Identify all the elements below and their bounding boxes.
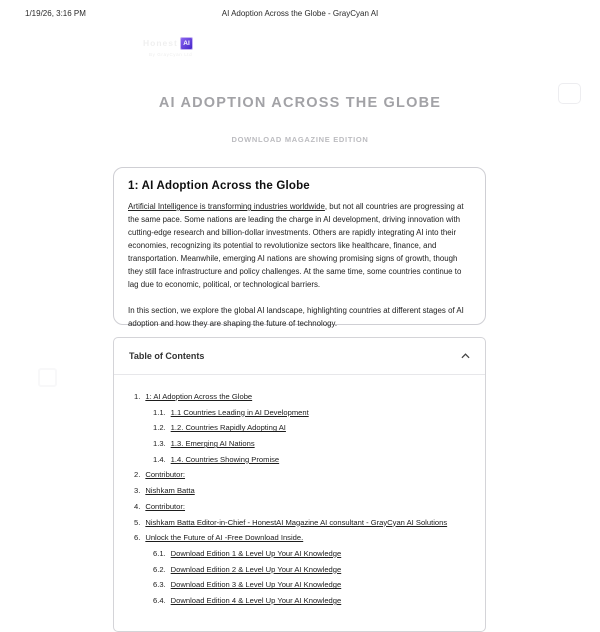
toc-item-number: 6. <box>134 533 141 543</box>
toc-item-number: 6.1. <box>153 548 166 558</box>
toc-item <box>153 581 471 589</box>
toc-item <box>153 566 471 574</box>
toc-list <box>114 375 485 605</box>
toc-item-link[interactable]: Nishkam Batta Editor-in-Chief - HonestAI Magazine AI consultant - GrayCyan AI Solutions <box>145 517 448 527</box>
toc-item-number: 4. <box>134 501 141 511</box>
toc-item-link[interactable]: Nishkam Batta <box>145 486 195 496</box>
toc-item-number: 6.2. <box>153 564 166 574</box>
inline-article-link[interactable]: Artificial Intelligence is transforming industries worldwide <box>128 202 325 211</box>
toc-item <box>134 534 471 542</box>
toc-item-link[interactable]: 1.4. Countries Showing Promise <box>170 454 280 464</box>
toc-item-link[interactable]: Unlock the Future of AI -Free Download Inside. <box>145 533 304 543</box>
floating-widget[interactable] <box>38 368 57 387</box>
toc-item <box>134 471 471 479</box>
toc-item <box>153 424 471 432</box>
toc-item-number: 5. <box>134 517 141 527</box>
toc-item-number: 2. <box>134 470 141 480</box>
toc-item <box>134 503 471 511</box>
toc-item-number: 1. <box>134 392 141 401</box>
toc-item-number: 6.3. <box>153 580 166 590</box>
toc-item-number: 1.4. <box>153 454 166 464</box>
toc-item-link[interactable]: Download Edition 1 & Level Up Your AI Knowledge <box>170 548 342 558</box>
section-card <box>113 167 486 328</box>
print-timestamp: 1/19/26, 3:16 PM <box>25 9 86 18</box>
toc-item-link[interactable]: Download Edition 2 & Level Up Your AI Knowledge <box>170 564 342 574</box>
toc-item-link[interactable]: Download Edition 4 & Level Up Your AI Knowledge <box>170 595 342 605</box>
section-paragraph-1 <box>128 200 471 291</box>
toc-item-number: 1.2. <box>153 423 166 433</box>
toc-item-link[interactable]: 1.3. Emerging AI Nations <box>170 439 255 449</box>
ai-badge-icon: AI <box>180 37 193 50</box>
toc-title: Table of Contents <box>129 351 205 361</box>
toc-item-number: 1.3. <box>153 439 166 449</box>
toc-item-link[interactable]: 1: AI Adoption Across the Globe <box>145 392 253 401</box>
toc-item <box>134 393 471 401</box>
toc-item <box>153 456 471 464</box>
toc-item <box>153 550 471 558</box>
toc-item-link[interactable]: 1.1 Countries Leading in AI Development <box>170 407 309 417</box>
table-of-contents <box>113 337 486 632</box>
page-action-button[interactable] <box>558 83 581 104</box>
toc-item <box>134 519 471 527</box>
toc-item-number: 6.4. <box>153 595 166 605</box>
toc-item-link[interactable]: Contributor: <box>145 470 186 480</box>
page-title: AI ADOPTION ACROSS THE GLOBE <box>158 94 442 111</box>
toc-item <box>153 597 471 605</box>
toc-item-link[interactable]: Contributor: <box>145 501 186 511</box>
download-magazine-link[interactable]: DOWNLOAD MAGAZINE EDITION <box>231 135 369 144</box>
toc-item-number: 1.1. <box>153 407 166 417</box>
toc-item <box>134 487 471 495</box>
section-paragraph-2: In this section, we explore the global AI landscape, highlighting countries at different stages of AI adoption and how they are shaping the future of technology. <box>128 306 464 328</box>
toc-item <box>153 440 471 448</box>
toc-item-number: 3. <box>134 486 141 496</box>
toc-item-link[interactable]: 1.2. Countries Rapidly Adopting AI <box>170 423 286 433</box>
chevron-up-icon[interactable] <box>461 353 470 359</box>
toc-item <box>153 409 471 417</box>
logo-wordmark: Honest <box>143 38 178 48</box>
section-paragraph-1-text: , but not all countries are progressing at the same pace. Some nations are leading the charge in AI development, driving innovation with cutting-edge research and billion-dollar investments. Others are rapidly integrating AI into their economies, recognizing its potential to revolutionize sectors like healthcare, finance, and transportation. Meanwhile, emerging AI nations are showing promising signs of growth, though they still face infrastructure and policy challenges. At the same time, some countries continue to lag due to economic, political, or technological barriers. <box>128 202 464 289</box>
section-title: 1: AI Adoption Across the Globe <box>128 180 310 192</box>
toc-header[interactable] <box>114 338 485 374</box>
print-header <box>0 9 600 21</box>
print-page-title: AI Adoption Across the Globe - GrayCyan AI <box>221 9 379 18</box>
logo-tagline: By GrayCyan Ltd <box>149 52 193 57</box>
site-logo[interactable] <box>143 36 213 58</box>
toc-item-link[interactable]: Download Edition 3 & Level Up Your AI Knowledge <box>170 580 342 590</box>
